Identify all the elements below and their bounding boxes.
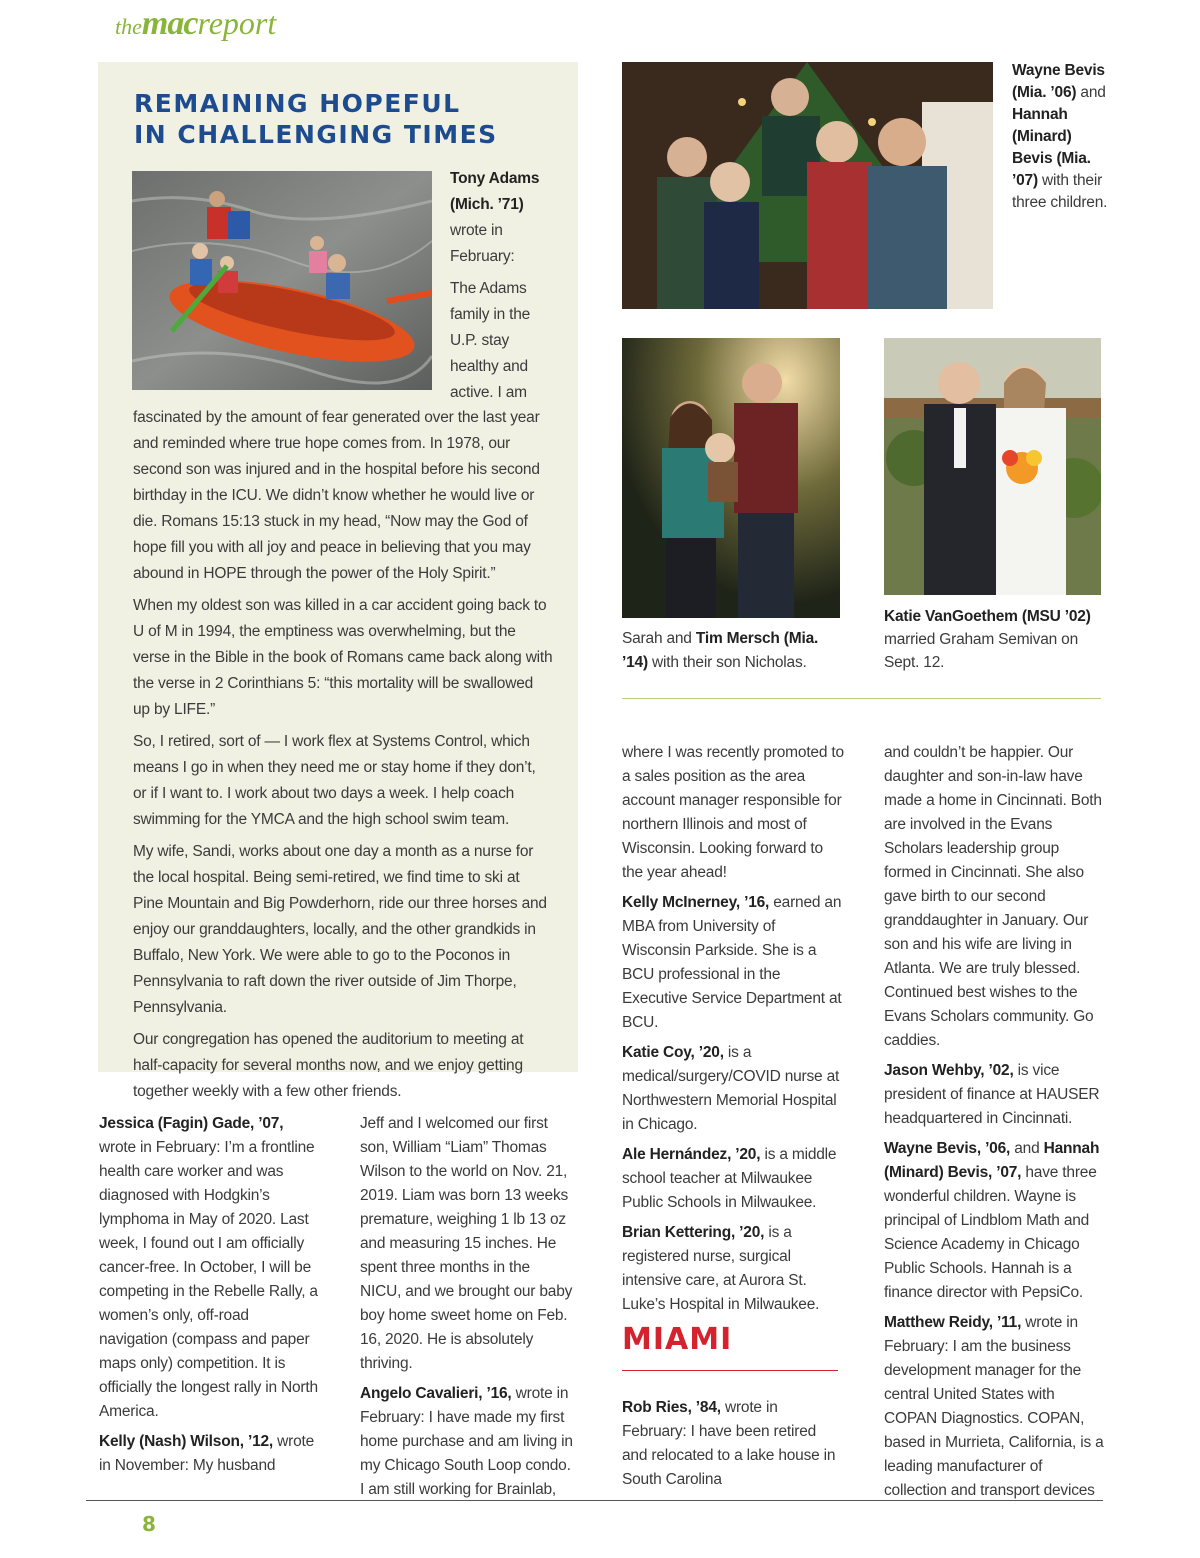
sidebar-author: Tony Adams (Mich. ’71) [450,170,540,213]
sidebar-intro [450,166,550,412]
column-2 [360,1112,575,1508]
mersch-family-photo [622,338,840,618]
page-number: 8 [142,1512,156,1536]
column-4 [884,741,1106,1509]
mersch-caption-rest: with their son Nicholas. [647,654,807,671]
column-1 [99,1112,319,1484]
sidebar-p4: My wife, Sandi, works about one day a month as a nurse for the local hospital. Being semi-retired, we find time to ski at Pine Mountain and Big Powderhorn, ride our three horses and enjoy our granddaughters, locally, and the other grandkids in Buffalo, New York. We were able to go to the Poconos in Pennsylvania to raft down the river outside of Jim Thorpe, Pennsylvania. [133,843,547,1016]
mcinerney-name: Kelly McInerney, ’16, [622,894,770,911]
vangoethem-photo-caption [884,605,1104,674]
kettering-name: Brian Kettering, ’20, [622,1224,765,1241]
mersch-caption-name: Tim Mersch (Mia. ’14) [622,630,819,671]
brainlab-continued: where I was recently promoted to a sales position as the area account manager responsible for northern Illinois and most of Wisconsin. Looking forward to the year ahead! [622,744,844,881]
mersch-photo-caption [622,627,840,675]
bevis-entry-text: have three wonderful children. Wayne is principal of Lindblom Math and Science Academy in Chicago Public Schools. Hannah is a finance director with PepsiCo. [884,1164,1097,1301]
footer-rule [86,1500,1103,1501]
hernandez-text: is a middle school teacher at Milwaukee Public Schools in Milwaukee. [622,1146,837,1211]
miami-rule [622,1370,838,1371]
bevis-entry-name2: Hannah (Minard) Bevis, ’07, [884,1140,1100,1181]
sidebar-title-line1: REMAINING HOPEFUL [134,89,461,118]
gade-name: Jessica (Fagin) Gade, ’07, [99,1115,284,1132]
masthead-report: report [197,5,277,41]
section-divider [622,698,1101,699]
vangoethem-caption-rest: married Graham Semivan on Sept. 12. [884,631,1078,671]
wehby-name: Jason Wehby, ’02, [884,1062,1014,1079]
masthead-mac: mac [141,5,198,42]
sidebar-p1-start: The Adams family in the U.P. stay healthy and active. I am [450,280,531,401]
wilson-continued: Jeff and I welcomed our first son, William “Liam” Thomas Wilson to the world on Nov. 21, 2019. Liam was born 13 weeks premature, weighing 1 lb 13 oz and measuring 15 inches. He spent three months in the NICU, and we brought our baby boy home sweet home on Feb. 16, 2020. He is absolutely thriving. [360,1115,573,1372]
bevis-caption-and: and [1076,84,1106,101]
bevis-entry-and: and [1010,1140,1044,1157]
ries-name: Rob Ries, ’84, [622,1399,721,1416]
reidy-text: wrote in February: I am the business development manager for the central United States with COPAN Diagnostics. COPAN, based in Murrieta, California, is a leading manufacturer of collection and transport devices [884,1314,1104,1499]
bevis-caption-name2: Hannah (Minard) Bevis (Mia. ’07) [1012,106,1091,189]
miami-section-heading: MIAMI [622,1322,733,1357]
hernandez-name: Ale Hernández, ’20, [622,1146,761,1163]
sidebar-p1-rest: fascinated by the amount of fear generated over the last year and reminded where true hope comes from. In 1978, our second son was injured and in the hospital before his second birthday in the ICU. We didn’t know whether he would live or die. Romans 15:13 stuck in my head, “Now may the God of hope fill you with all joy and peace in believing that you may abound in HOPE through the power of the Holy Spirit.” [133,409,540,582]
coy-name: Katie Coy, ’20, [622,1044,724,1061]
sidebar-p2: When my oldest son was killed in a car accident going back to U of M in 1994, the emptiness was overwhelming, but the verse in the Bible in the book of Romans came back along with the verse in 2 Corinthians 5: “this mortality will be swallowed up by LIFE.” [133,597,553,718]
wehby-text: is vice president of finance at HAUSER headquartered in Cincinnati. [884,1062,1100,1127]
ries-text: wrote in February: I have been retired and relocated to a lake house in South Carolina [622,1399,836,1488]
sidebar-p5: Our congregation has opened the auditorium to meeting at half-capacity for several months now, and we enjoy getting together weekly with a few other friends. [133,1031,524,1100]
bevis-caption-name1: Wayne Bevis (Mia. ’06) [1012,62,1105,101]
ries-entry [622,1396,844,1498]
reidy-name: Matthew Reidy, ’11, [884,1314,1022,1331]
coy-text: is a medical/surgery/COVID nurse at Northwestern Memorial Hospital in Chicago. [622,1044,840,1133]
cavalieri-text: wrote in February: I have made my first home purchase and am living in my Chicago South Loop condo. I am still working for Brainlab, [360,1385,573,1498]
bevis-photo-caption [1012,60,1108,214]
ries-continued: and couldn’t be happier. Our daughter and son-in-law have made a home in Cincinnati. Both are involved in the Evans Scholars leadership group formed in Cincinnati. She also gave birth to our second granddaughter in January. Our son and his wife are living in Atlanta. We are truly blessed. Continued best wishes to the Evans Scholars community. Go caddies. [884,744,1102,1049]
masthead-the: the [115,14,142,39]
vangoethem-caption-name: Katie VanGoethem (MSU ’02) [884,608,1091,625]
mersch-caption-pre: Sarah and [622,630,696,647]
sidebar-intro-rest: wrote in February: [450,222,515,265]
bevis-family-photo [622,62,993,309]
masthead-logo [115,4,276,46]
wilson-text: wrote in November: My husband [99,1433,315,1474]
sidebar-title-line2: IN CHALLENGING TIMES [134,120,498,149]
sidebar-title [134,88,554,150]
cavalieri-name: Angelo Cavalieri, ’16, [360,1385,512,1402]
sidebar-p3: So, I retired, sort of — I work flex at Systems Control, which means I go in when they need me or stay home if they don’t, or if I want to. I work about two days a week. I help coach swimming for the YMCA and the high school swim team. [133,733,536,828]
bevis-caption-rest: with their three children. [1012,172,1108,211]
wilson-name: Kelly (Nash) Wilson, ’12, [99,1433,274,1450]
vangoethem-wedding-photo [884,338,1101,595]
rafting-photo [132,171,432,390]
gade-text: wrote in February: I’m a frontline health care worker and was diagnosed with Hodgkin’s lymphoma in May of 2020. Last week, I found out I am officially cancer-free. In October, I will be competing in the Rebelle Rally, a women’s only, off-road navigation (compass and paper maps only) competition. It is officially the longest rally in North America. [99,1139,318,1420]
kettering-text: is a registered nurse, surgical intensive care, at Aurora St. Luke’s Hospital in Milwaukee. [622,1224,820,1313]
bevis-entry-name1: Wayne Bevis, ’06, [884,1140,1011,1157]
sidebar-body [133,405,553,1111]
mcinerney-text: earned an MBA from University of Wisconsin Parkside. She is a BCU professional in the Executive Service Department at BCU. [622,894,842,1031]
column-3 [622,741,844,1323]
